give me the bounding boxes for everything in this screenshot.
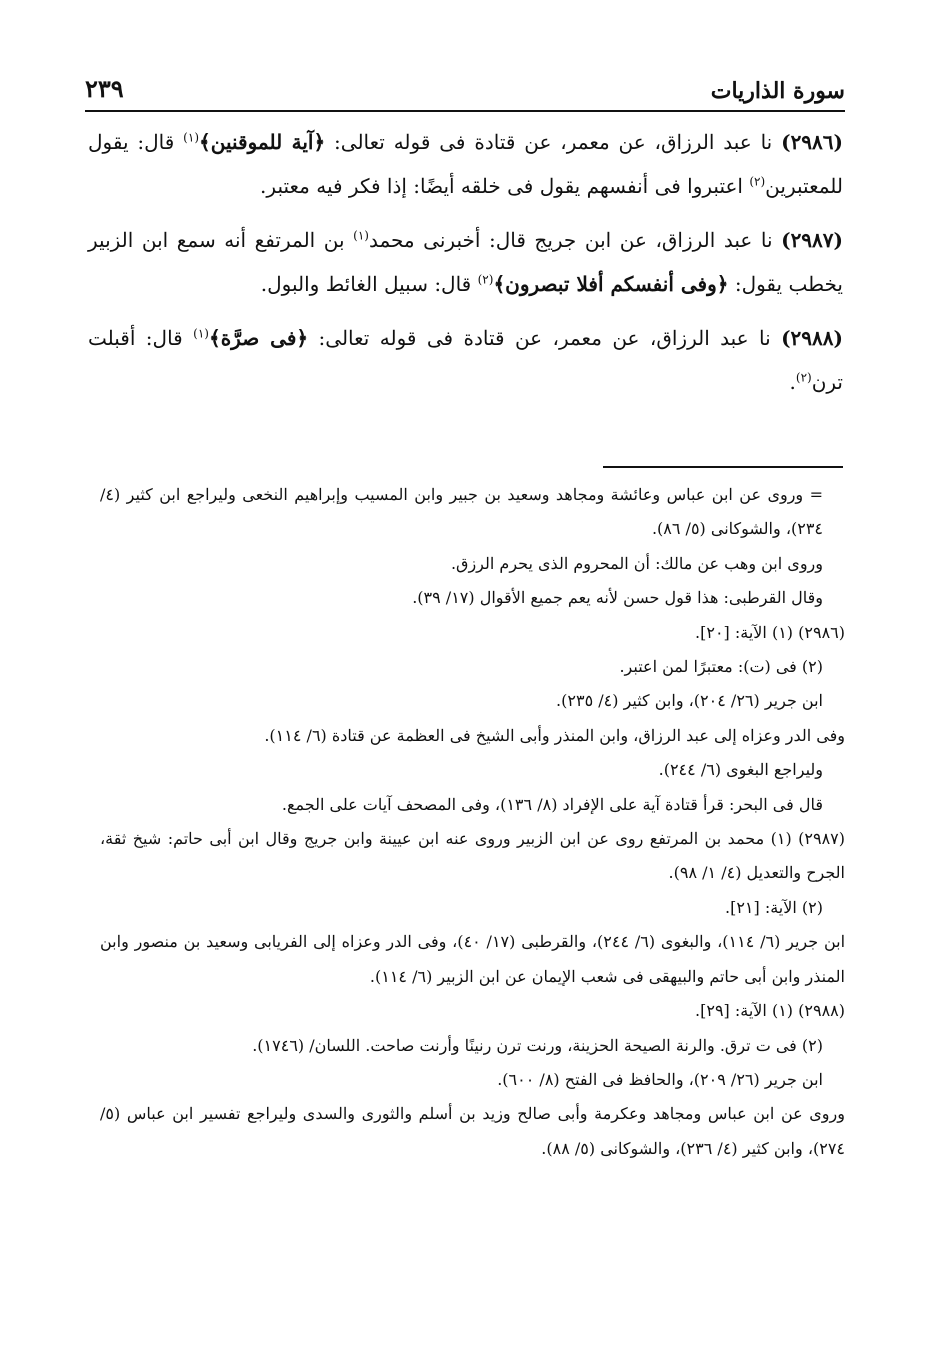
footnotes: [100, 478, 845, 1166]
entry-number: (٢٩٨٧): [781, 228, 843, 252]
entry-number: (٢٩٨٨): [781, 326, 843, 350]
entry-text: بن المرتفع أنه سمع ابن الزبير يخطب يقول:: [88, 228, 843, 296]
footnote-line: ابن جرير (٢٦/ ٢٠٤)، وابن كثير (٤/ ٢٣٥).: [556, 691, 823, 711]
footnote-line: وقال القرطبى: هذا قول حسن لأنه يعم جميع الأقوال (١٧/ ٣٩).: [412, 588, 823, 608]
footnote-line: (٢٩٨٨) (١) الآية: [٢٩].: [695, 1001, 845, 1021]
entry-2986: [88, 120, 843, 208]
footnote-line: وليراجع البغوى (٦/ ٢٤٤).: [658, 760, 823, 780]
entry-text: نا عبد الرزاق، عن ابن جريج قال: أخبرنى محمد: [368, 228, 782, 252]
entry-text: قال: سبيل الغائط والبول.: [260, 272, 478, 296]
footnote-ref: (١): [183, 130, 199, 145]
running-title: سورة الذاريات: [710, 78, 845, 104]
footnote-line: (٢) فى ت ترق. والرنة الصيحة الحزينة، ورنت ترن رنينًا وأرنت صاحت. اللسان/ (١٧٤٦).: [252, 1035, 823, 1055]
entry-number: (٢٩٨٦): [781, 130, 843, 154]
footnote-line: ابن جرير (٢٦/ ٢٠٩)، والحافظ فى الفتح (٨/ ٦٠٠).: [497, 1069, 823, 1089]
quran-quote: ﴿آية للموقنين﴾: [199, 130, 326, 154]
entry-text: اعتبروا فى أنفسهم يقول فى خلقه أيضًا: إذا فكر فيه معتبر.: [260, 174, 750, 198]
running-header: [85, 68, 845, 108]
footnote-ref: (١): [193, 326, 209, 341]
entry-2987: [88, 218, 843, 306]
footnote-line: = وروى عن ابن عباس وعائشة ومجاهد وسعيد بن جبير وابن المسيب وإبراهيم النخعى وليراجع ابن كثير (٤/ ٢٣٤)، والشوكانى (٥/ ٨٦).: [100, 485, 823, 539]
quran-quote: ﴿فى صرَّة﴾: [208, 326, 309, 350]
header-rule: [85, 110, 845, 112]
footnote-line: ابن جرير (٦/ ١١٤)، والبغوى (٦/ ٢٤٤)، والقرطبى (١٧/ ٤٠)، وفى الدر وعزاه إلى الفريابى وسعيد بن منصور وابن المنذر وابن أبى حاتم والبيهقى فى شعب الإيمان عن ابن الزبير (٦/ ١١٤).: [100, 932, 846, 986]
footnote-line: (٢٩٨٦) (١) الآية: [٢٠].: [695, 622, 845, 642]
footnote-ref: (٢): [477, 272, 494, 287]
footnote-line: وروى عن ابن عباس ومجاهد وعكرمة وأبى صالح وزيد بن أسلم والثورى والسدى وليراجع تفسير ابن عباس (٥/ ٢٧٤)، وابن كثير (٤/ ٢٣٦)، والشوكانى (٥/ ٨٨).: [100, 1104, 845, 1158]
entry-text: .: [789, 370, 796, 394]
footnote-ref: (٢): [795, 370, 812, 385]
footnote-separator: [603, 466, 843, 468]
page-number: ٢٣٩: [85, 74, 124, 103]
footnote-line: وفى الدر وعزاه إلى عبد الرزاق، وابن المنذر وأبى الشيخ فى العظمة عن قتادة (٦/ ١١٤).: [264, 725, 845, 745]
entry-text: نا عبد الرزاق، عن معمر، عن قتادة فى قوله تعالى:: [325, 130, 782, 154]
entry-text: قال: أقبلت ترن: [88, 326, 843, 394]
footnote-line: (٢) فى (ت): معتبرًا لمن اعتبر.: [619, 657, 823, 677]
footnote-ref: (١): [353, 228, 369, 243]
footnote-line: وروى ابن وهب عن مالك: أن المحروم الذى يحرم الرزق.: [450, 553, 823, 573]
entry-text: قال: يقول للمعتبرين: [88, 130, 843, 198]
entry-text: نا عبد الرزاق، عن معمر، عن قتادة فى قوله تعالى:: [308, 326, 782, 350]
footnote-line: (٢) الآية: [٢١].: [724, 897, 823, 917]
footnote-line: قال فى البحر: قرأ قتادة آية على الإفراد (٨/ ١٣٦)، وفى المصحف آيات على الجمع.: [281, 794, 823, 814]
entry-2988: [88, 316, 843, 404]
quran-quote: ﴿وفى أنفسكم أفلا تبصرون﴾: [493, 272, 729, 296]
main-text: [88, 120, 843, 414]
footnote-line: (٢٩٨٧) (١) محمد بن المرتفع روى عن ابن الزبير وروى عنه ابن عيينة وابن جريج وقال ابن أبى حاتم: شيخ ثقة، الجرح والتعديل (٤/ ١/ ٩٨).: [100, 829, 845, 883]
footnote-ref: (٢): [749, 174, 766, 189]
